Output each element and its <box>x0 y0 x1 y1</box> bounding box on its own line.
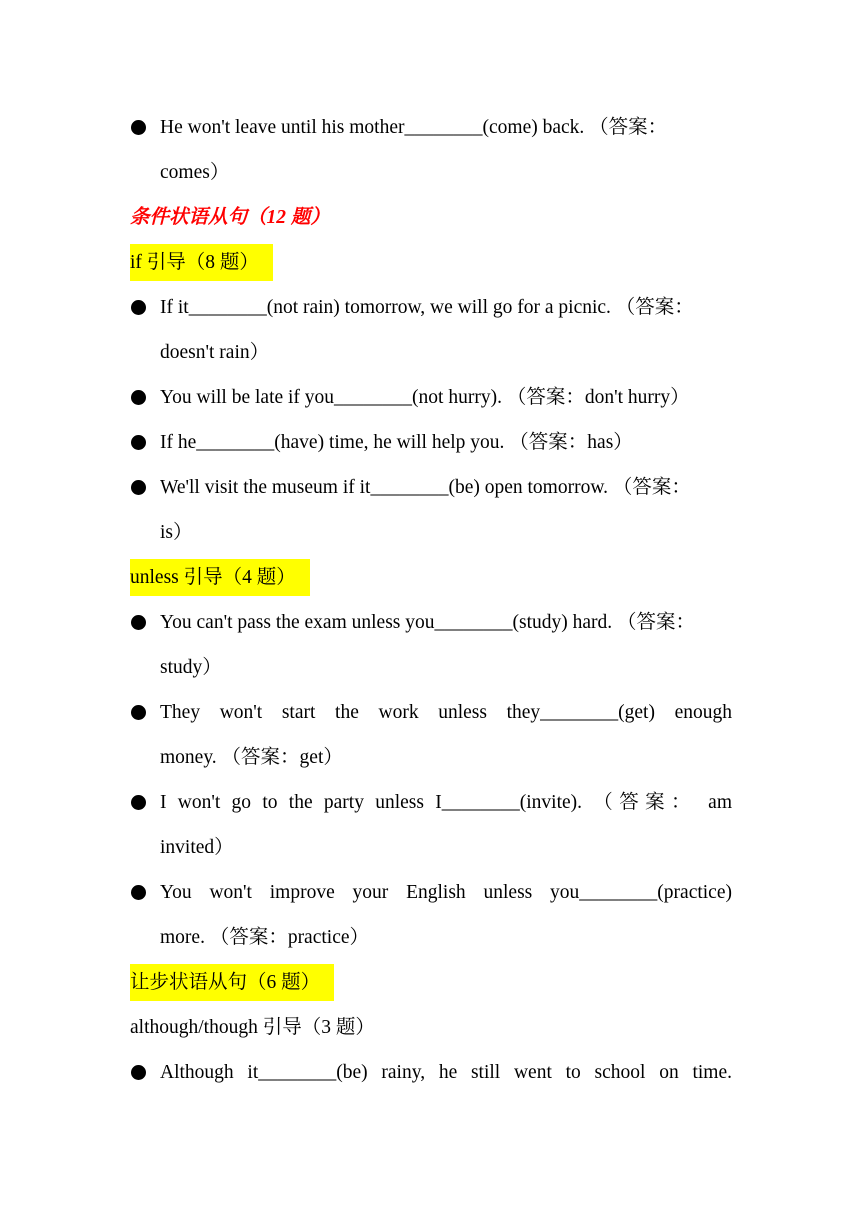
exercise-continuation <box>130 645 732 690</box>
bullet-dot <box>131 1065 146 1080</box>
exercise-item <box>130 285 732 330</box>
exercise-text: He won't leave until his mother________(come) back. （答案： <box>160 117 668 138</box>
exercise-continuation <box>130 825 732 870</box>
highlighted-heading-text: 让步状语从句（6 题） <box>130 964 334 1001</box>
subsection-heading-although <box>130 1005 732 1050</box>
exercise-continuation <box>130 915 732 960</box>
exercise-item <box>130 105 732 150</box>
section-heading-conditional <box>130 195 732 240</box>
bullet-dot <box>131 885 146 900</box>
exercise-item <box>130 600 732 645</box>
exercise-item <box>130 465 732 510</box>
exercise-text: You won't improve your English unless you________(practice) <box>160 882 732 903</box>
bullet-dot <box>131 480 146 495</box>
exercise-item <box>130 870 732 915</box>
exercise-continuation <box>130 150 732 195</box>
exercise-text: I won't go to the party unless I________(invite). （答案： am <box>160 792 732 813</box>
bullet-dot <box>131 795 146 810</box>
bullet-dot <box>131 390 146 405</box>
bullet-dot <box>131 615 146 630</box>
bullet-dot <box>131 300 146 315</box>
exercise-text: study） <box>160 657 222 678</box>
bullet-dot <box>131 120 146 135</box>
exercise-text: money. （答案：get） <box>160 747 343 768</box>
plain-heading-text: although/though 引导（3 题） <box>130 1017 375 1038</box>
exercise-text: If he________(have) time, he will help you. （答案：has） <box>160 432 633 453</box>
highlighted-heading-text: if 引导（8 题） <box>130 244 273 281</box>
subsection-heading-if <box>130 240 732 285</box>
exercise-text: We'll visit the museum if it________(be) open tomorrow. （答案： <box>160 477 691 498</box>
exercise-text: If it________(not rain) tomorrow, we will go for a picnic. （答案： <box>160 297 694 318</box>
exercise-text: You can't pass the exam unless you________(study) hard. （答案： <box>160 612 696 633</box>
exercise-item <box>130 420 732 465</box>
section-heading-text: 条件状语从句（12 题） <box>130 207 330 228</box>
exercise-item <box>130 780 732 825</box>
exercise-text: invited） <box>160 837 234 858</box>
exercise-text: more. （答案：practice） <box>160 927 370 948</box>
highlighted-heading-text: unless 引导（4 题） <box>130 559 310 596</box>
section-heading-concessive <box>130 960 732 1005</box>
document-page <box>130 105 732 1095</box>
exercise-item <box>130 1050 732 1095</box>
exercise-item <box>130 375 732 420</box>
exercise-text: comes） <box>160 162 230 183</box>
bullet-dot <box>131 435 146 450</box>
subsection-heading-unless <box>130 555 732 600</box>
exercise-text: Although it________(be) rainy, he still went to school on time. <box>160 1062 732 1083</box>
bullet-dot <box>131 705 146 720</box>
exercise-text: You will be late if you________(not hurry). （答案：don't hurry） <box>160 387 690 408</box>
exercise-item <box>130 690 732 735</box>
exercise-continuation <box>130 330 732 375</box>
exercise-text: is） <box>160 522 193 543</box>
exercise-continuation <box>130 510 732 555</box>
exercise-text: doesn't rain） <box>160 342 270 363</box>
exercise-continuation <box>130 735 732 780</box>
exercise-text: They won't start the work unless they________(get) enough <box>160 702 732 723</box>
